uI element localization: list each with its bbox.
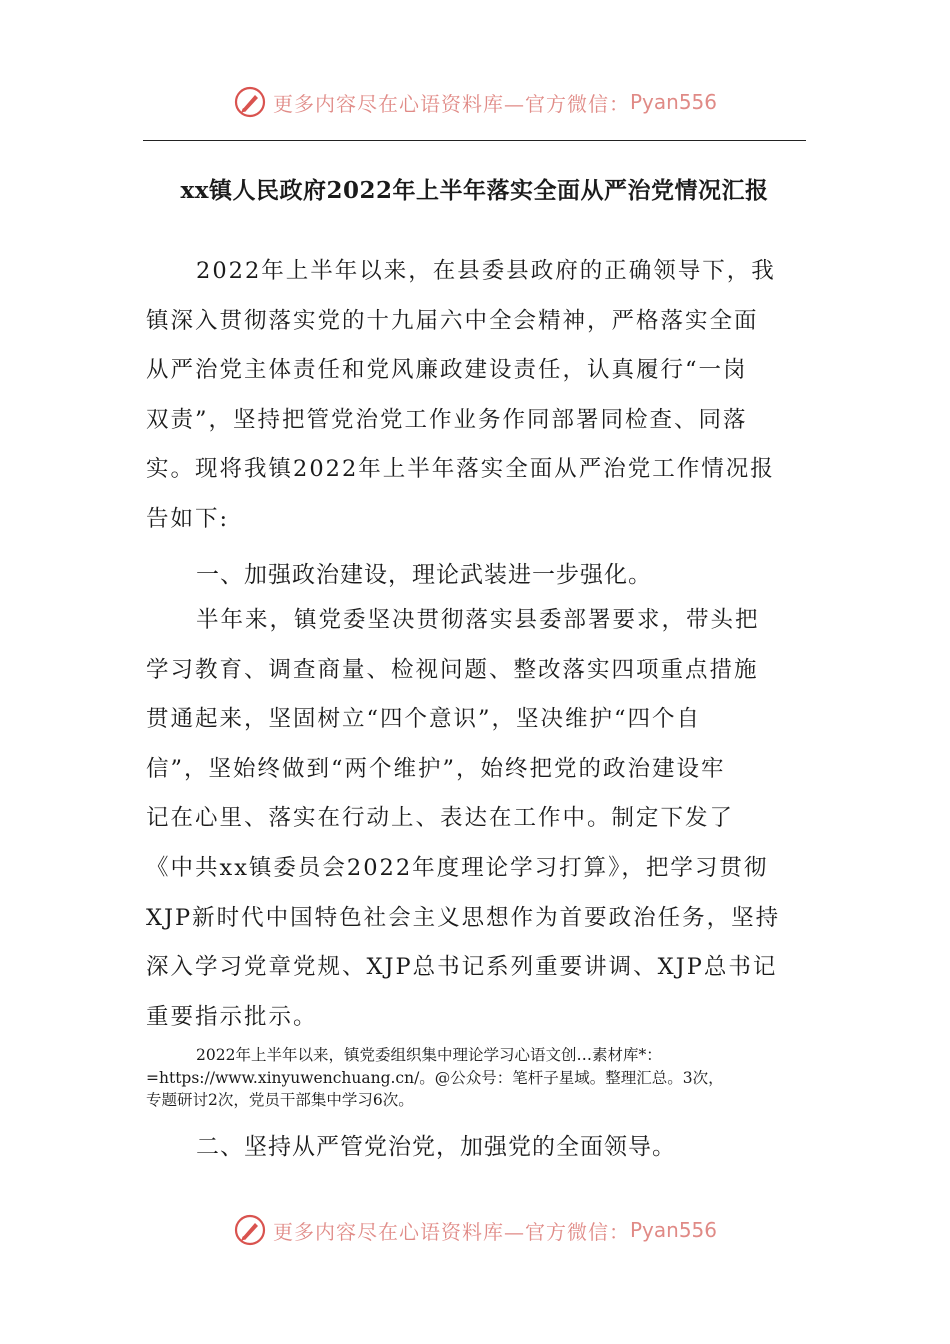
intro-line: 镇深入贯彻落实党的十九届六中全会精神，严格落实全面	[146, 307, 759, 334]
section-1-line: 记在心里、落实在行动上、表达在工作中。制定下发了	[146, 805, 735, 832]
pen-logo-icon	[233, 1213, 267, 1247]
intro-line: 告如下:	[146, 505, 230, 532]
note-line: =https://www.xinyuwenchuang.cn/。@公众号：笔杆子星域。整理汇总。3次，	[146, 1068, 724, 1087]
intro-line: 2022年上半年以来，在县委县政府的正确领导下，我	[196, 258, 776, 284]
section-1-line: 学习教育、调查商量、检视问题、整改落实四项重点措施	[146, 656, 759, 683]
section-1-line: 半年来，镇党委坚决贯彻落实县委部署要求，带头把	[196, 607, 760, 633]
document-title: xx镇人民政府2022年上半年落实全面从严治党情况汇报	[180, 177, 769, 204]
section-1-line: 贯通起来，坚固树立“四个意识”，坚决维护“四个自	[146, 706, 702, 733]
section-1-heading: 一、加强政治建设，理论武装进一步强化。	[196, 562, 652, 588]
section-1-paragraph	[146, 596, 806, 1042]
header-divider	[143, 140, 806, 141]
banner-wechat-id: Pyan556	[629, 1218, 717, 1242]
banner-wechat-id: Pyan556	[629, 90, 717, 114]
banner-text: 更多内容尽在心语资料库—官方微信：	[272, 91, 630, 116]
intro-line: 双责”，坚持把管党治党工作业务作同部署同检查、同落	[146, 406, 748, 433]
note-line: 专题研讨2次，党员干部集中学习6次。	[146, 1091, 414, 1109]
header-banner	[0, 82, 950, 122]
section-1-line: 信”，坚始终做到“两个维护”，始终把党的政治建设牢	[146, 755, 726, 782]
section-1-line: 重要指示批示。	[146, 1003, 318, 1030]
section-2-heading: 二、坚持从严管党治党，加强党的全面领导。	[196, 1134, 676, 1160]
section-1-line: XJP新时代中国特色社会主义思想作为首要政治任务，坚持	[146, 904, 781, 931]
footer-banner	[0, 1210, 950, 1250]
intro-line: 从严治党主体责任和党风廉政建设责任，认真履行“一岗	[146, 357, 748, 384]
intro-line: 实。现将我镇2022年上半年落实全面从严治党工作情况报	[146, 456, 775, 483]
note-line: 2022年上半年以来，镇党委组织集中理论学习心语文创…素材库*：	[196, 1046, 662, 1064]
section-1-line: 深入学习党章党规、XJP总书记系列重要讲调、XJP总书记	[146, 954, 778, 981]
note-paragraph	[146, 1044, 806, 1112]
section-1-line: 《中共xx镇委员会2022年度理论学习打算》，把学习贯彻	[146, 854, 769, 881]
pen-logo-icon	[233, 85, 267, 119]
banner-text: 更多内容尽在心语资料库—官方微信：	[272, 1219, 630, 1244]
intro-paragraph	[146, 247, 806, 545]
